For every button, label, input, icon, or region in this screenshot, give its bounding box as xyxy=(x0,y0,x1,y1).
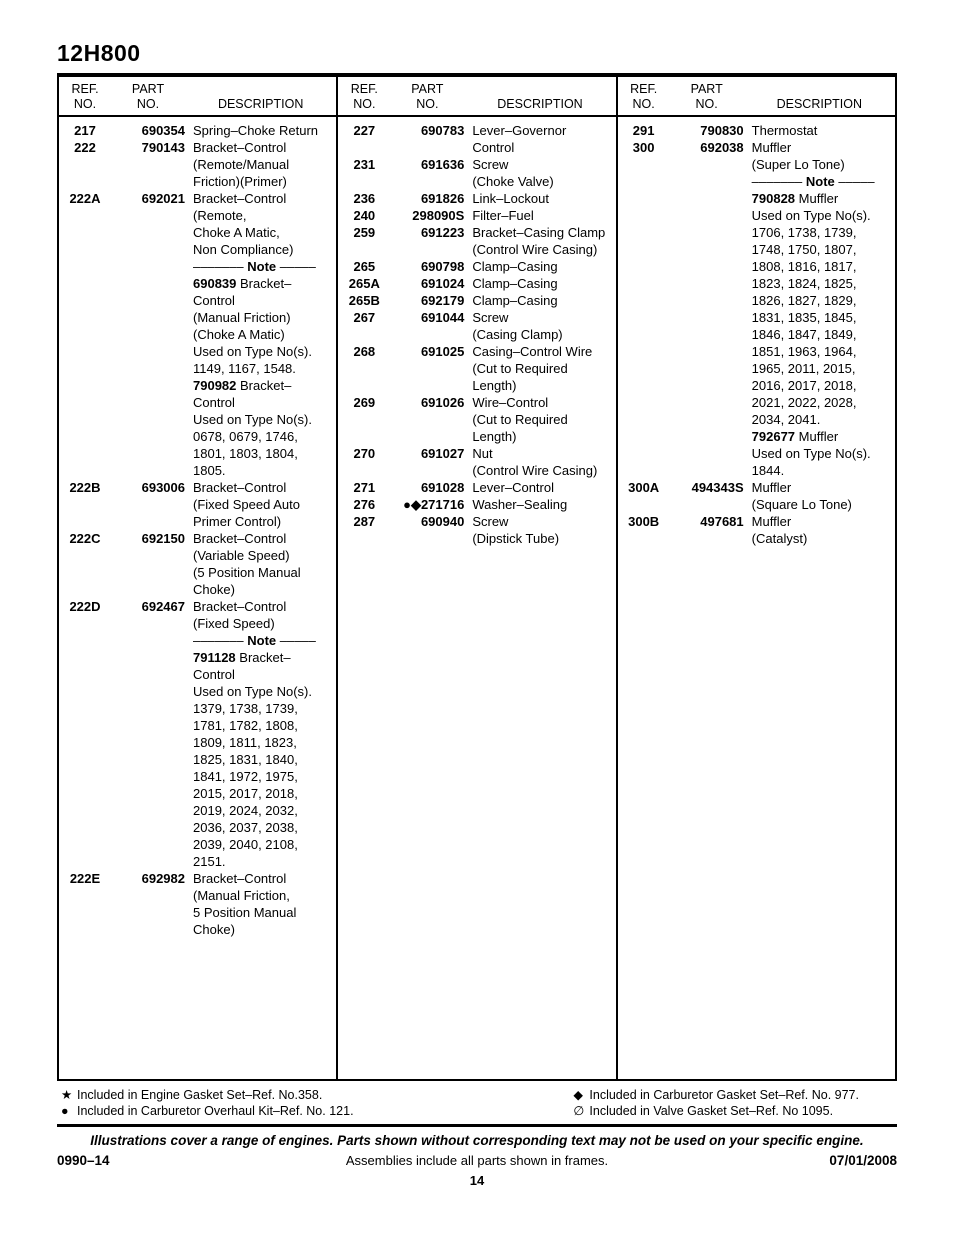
ref-no: 265 xyxy=(353,259,376,274)
description: Screw (Dipstick Tube) xyxy=(472,514,560,546)
description: Washer–Sealing xyxy=(472,497,568,512)
part-row xyxy=(59,122,336,139)
part-row xyxy=(338,122,615,156)
part-row xyxy=(338,275,615,292)
ref-no: 291 xyxy=(632,123,655,138)
empty-set-icon: ∅ xyxy=(573,1104,585,1118)
star-icon: ★ xyxy=(61,1088,73,1102)
part-no: 692467 xyxy=(141,599,185,614)
description: Bracket–Control (Manual Friction, 5 Position Manual Choke) xyxy=(193,871,297,937)
part-no: 790830 xyxy=(700,123,744,138)
part-row xyxy=(338,190,615,207)
part-row xyxy=(59,139,336,190)
footnotes xyxy=(57,1087,897,1119)
part-no: 691027 xyxy=(420,446,465,461)
part-row xyxy=(338,156,615,190)
column-header-ref: REF. xyxy=(350,82,378,96)
description: Bracket–Casing Clamp (Control Wire Casing) xyxy=(472,225,606,257)
footnote xyxy=(569,1087,897,1103)
description: Bracket–Control (Variable Speed) (5 Position Manual Choke) xyxy=(193,531,301,597)
part-row xyxy=(338,224,615,258)
part-row xyxy=(618,139,895,479)
part-row xyxy=(338,445,615,479)
ref-no: 240 xyxy=(353,208,376,223)
part-row xyxy=(338,292,615,309)
part-no: 790143 xyxy=(141,140,185,155)
part-row xyxy=(59,479,336,530)
part-no: 690798 xyxy=(420,259,465,274)
part-no: 692150 xyxy=(141,531,185,546)
description: Bracket–Control (Fixed Speed Auto Primer Control) xyxy=(193,480,300,529)
footnotes-left xyxy=(57,1087,569,1119)
part-row xyxy=(59,870,336,938)
ref-no: 267 xyxy=(353,310,376,325)
part-row xyxy=(59,530,336,598)
part-row xyxy=(59,598,336,870)
parts-table xyxy=(57,73,897,1081)
part-no: 693006 xyxy=(141,480,185,495)
description: Link–Lockout xyxy=(472,191,549,206)
ref-no: 227 xyxy=(353,123,376,138)
column-header xyxy=(59,77,336,117)
part-no: 497681 xyxy=(700,514,744,529)
part-row xyxy=(618,479,895,513)
part-no: 691826 xyxy=(420,191,465,206)
column-header-ref-no: NO. xyxy=(73,97,97,111)
ref-no: 300A xyxy=(628,480,660,495)
part-no: 298090S xyxy=(412,208,465,223)
ref-no: 300B xyxy=(628,514,660,529)
ref-no: 259 xyxy=(353,225,376,240)
part-no: 691024 xyxy=(420,276,465,291)
ref-no: 222B xyxy=(69,480,101,495)
assemblies-note: Assemblies include all parts shown in frames. xyxy=(345,1153,609,1168)
part-row xyxy=(338,309,615,343)
column-header-ref-no: NO. xyxy=(353,97,376,111)
column-header-part-no: NO. xyxy=(695,97,718,111)
part-row xyxy=(618,513,895,547)
ref-no: 222E xyxy=(69,871,101,886)
description: Bracket–Control (Fixed Speed) ––––––– Note ––––– 791128 Bracket– Control Used on Type No(s). 1379, 1738, 1739, 1781, 1782, 1808, 1809, 1811, 1823, 1825, 1831, 1840, 1841, 1972, 1975, 2015, 2017, 2018, 2019, 2024, 2032, 2036, 2037, 2038, 2039, 2040, 2108, 2151. xyxy=(193,599,316,869)
part-row xyxy=(338,394,615,445)
parts-column-3 xyxy=(618,77,895,1079)
part-no: 690354 xyxy=(141,123,185,138)
part-no: 690783 xyxy=(420,123,465,138)
column-header-ref-no: NO. xyxy=(632,97,655,111)
part-no: 494343S xyxy=(691,480,744,495)
part-no: 692021 xyxy=(141,191,185,206)
part-row xyxy=(338,479,615,496)
ref-no: 236 xyxy=(353,191,376,206)
part-no: 691028 xyxy=(420,480,465,495)
description: Casing–Control Wire (Cut to Required Length) xyxy=(472,344,593,393)
part-no: 692038 xyxy=(700,140,744,155)
ref-no: 268 xyxy=(353,344,376,359)
column-header-ref: REF. xyxy=(630,82,658,96)
part-row xyxy=(338,343,615,394)
column-header-part: PART xyxy=(690,82,723,96)
description: Nut (Control Wire Casing) xyxy=(472,446,598,478)
document-number: 0990–14 xyxy=(57,1153,110,1168)
footnote xyxy=(57,1103,569,1119)
ref-no: 222A xyxy=(69,191,101,206)
part-no: 692179 xyxy=(420,293,465,308)
part-row xyxy=(338,496,615,513)
footnote-text: Included in Valve Gasket Set–Ref. No 1095. xyxy=(589,1104,834,1118)
column-body xyxy=(59,117,336,938)
description: Lever–Governor Control xyxy=(472,123,567,155)
ref-no: 271 xyxy=(353,480,376,495)
footnote-text: Included in Carburetor Overhaul Kit–Ref. No. 121. xyxy=(77,1104,354,1118)
description: Spring–Choke Return xyxy=(193,123,319,138)
divider-rule xyxy=(57,1124,897,1127)
column-header xyxy=(618,77,895,117)
column-header-description: DESCRIPTION xyxy=(776,97,863,111)
revision-date: 07/01/2008 xyxy=(829,1153,897,1168)
column-header-part-no: NO. xyxy=(136,97,160,111)
footnote-text: Included in Engine Gasket Set–Ref. No.358. xyxy=(77,1088,323,1102)
part-no: 691223 xyxy=(420,225,465,240)
ref-no: 222D xyxy=(69,599,101,614)
description: Clamp–Casing xyxy=(472,293,558,308)
column-header-part-no: NO. xyxy=(416,97,439,111)
part-no: 691636 xyxy=(420,157,465,172)
part-row xyxy=(338,258,615,275)
description: Clamp–Casing xyxy=(472,276,558,291)
bullet-icon: ● xyxy=(61,1104,69,1118)
ref-no: 287 xyxy=(353,514,376,529)
part-row xyxy=(59,190,336,479)
footnote-text: Included in Carburetor Gasket Set–Ref. No. 977. xyxy=(589,1088,859,1102)
part-no: 691026 xyxy=(420,395,465,410)
part-no: 690940 xyxy=(420,514,465,529)
description: Muffler (Super Lo Tone) ––––––– Note ––––– 790828 Muffler Used on Type No(s). 1706, 1738, 1739, 1748, 1750, 1807, 1808, 1816, 1817, 1823, 1824, 1825, 1826, 1827, 1829, 1831, 1835, 1845, 1846, 1847, 1849, 1851, 1963, 1964, 1965, 2011, 2015, 2016, 2017, 2018, 2021, 2022, 2028, 2034, 2041. 792677 Muffler Used on Type No(s). 1844. xyxy=(751,140,875,478)
page-title: 12H800 xyxy=(57,40,141,66)
page-footer xyxy=(57,1153,897,1168)
ref-no: 270 xyxy=(353,446,376,461)
description: Screw (Casing Clamp) xyxy=(472,310,563,342)
description: Bracket–Control (Remote, Choke A Matic, Non Compliance) ––––––– Note ––––– 690839 Bracket– Control (Manual Friction) (Choke A Matic) Used on Type No(s). 1149, 1167, 1548. 790982 Bracket– Control Used on Type No(s). 0678, 0679, 1746, 1801, 1803, 1804, 1805. xyxy=(193,191,316,478)
ref-no: 269 xyxy=(353,395,376,410)
column-header-part: PART xyxy=(411,82,444,96)
ref-no: 265A xyxy=(348,276,380,291)
ref-no: 222C xyxy=(69,531,101,546)
footnotes-right xyxy=(569,1087,897,1119)
footnote xyxy=(569,1103,897,1119)
description: Clamp–Casing xyxy=(472,259,558,274)
description: Screw (Choke Valve) xyxy=(472,157,554,189)
ref-no: 217 xyxy=(74,123,96,138)
description: Lever–Control xyxy=(472,480,554,495)
ref-no: 222 xyxy=(74,140,96,155)
column-header-description: DESCRIPTION xyxy=(497,97,583,111)
ref-no: 265B xyxy=(348,293,380,308)
part-row xyxy=(338,513,615,547)
part-no: 692982 xyxy=(141,871,185,886)
parts-column-1 xyxy=(59,77,338,1079)
description: Muffler (Catalyst) xyxy=(751,514,808,546)
column-header xyxy=(338,77,615,117)
ref-no: 300 xyxy=(632,140,655,155)
column-header-ref: REF. xyxy=(71,82,99,96)
part-row xyxy=(618,122,895,139)
disclaimer-text: Illustrations cover a range of engines. Parts shown without corresponding text may not be used on your specific engine. xyxy=(90,1133,864,1148)
column-header-description: DESCRIPTION xyxy=(217,97,304,111)
page-number: 14 xyxy=(469,1173,485,1188)
ref-no: 276 xyxy=(353,497,376,512)
description: Filter–Fuel xyxy=(472,208,534,223)
diamond-icon: ◆ xyxy=(573,1088,584,1102)
column-body xyxy=(618,117,895,547)
description: Muffler (Square Lo Tone) xyxy=(751,480,852,512)
description: Thermostat xyxy=(751,123,818,138)
column-header-part: PART xyxy=(131,82,165,96)
ref-no: 231 xyxy=(353,157,376,172)
part-no: 691025 xyxy=(420,344,465,359)
column-body xyxy=(338,117,615,547)
part-row xyxy=(338,207,615,224)
part-no: 691044 xyxy=(420,310,465,325)
description: Bracket–Control (Remote/Manual Friction)(Primer) xyxy=(193,140,290,189)
footnote xyxy=(57,1087,569,1103)
description: Wire–Control (Cut to Required Length) xyxy=(472,395,568,444)
parts-column-2 xyxy=(338,77,617,1079)
part-no: ●◆271716 xyxy=(403,497,465,512)
